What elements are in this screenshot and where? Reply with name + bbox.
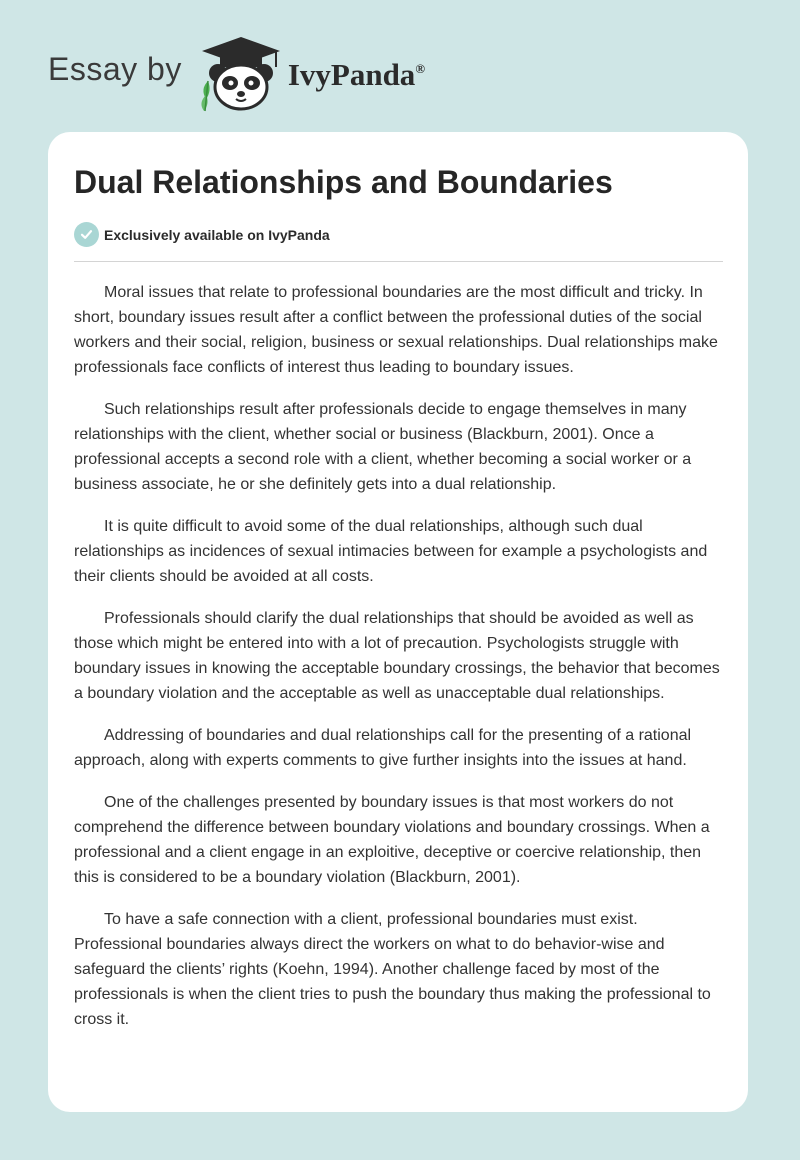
page-title: Dual Relationships and Boundaries bbox=[74, 164, 613, 200]
paragraph: Moral issues that relate to professional boundaries are the most difficult and tricky. In short, boundary issues result after a conflict between the professional duties of the social workers and their social, religion, business or sexual relationships. Dual relationships make professionals face conflicts of interest thus leading to boundary issues. bbox=[74, 284, 718, 376]
brand-name-text: IvyPanda bbox=[287, 57, 416, 92]
paragraph: Addressing of boundaries and dual relationships call for the presenting of a rational approach, along with experts comments to give further insights into the issues at hand. bbox=[74, 727, 692, 769]
registered-mark: ® bbox=[415, 61, 426, 76]
divider bbox=[74, 261, 723, 262]
badge-label: Exclusively available on IvyPanda bbox=[104, 226, 330, 243]
exclusive-badge bbox=[74, 222, 330, 247]
check-icon bbox=[74, 222, 99, 247]
essay-card bbox=[48, 132, 748, 1112]
paragraph: Such relationships result after professionals decide to engage themselves in many relationships with the client, whether social or business (Blackburn, 2001). Once a professional accepts a second role with a client, whether becoming a social worker or a business associate, he or she definitely gets into a dual relationship. bbox=[74, 401, 692, 493]
paragraph: One of the challenges presented by boundary issues is that most workers do not comprehend the difference between boundary violations and boundary crossings. When a professional and a client engage in an exploitive, deceptive or coercive relationship, then this is considered to be a boundary violation (Blackburn, 2001). bbox=[74, 794, 710, 886]
paragraph: Professionals should clarify the dual relationships that should be avoided as well as those which might be entered into with a lot of precaution. Psychologists struggle with boundary issues in knowing the acceptable boundary crossings, the behavior that becomes a boundary violation and the acceptable as well as unacceptable dual relationships. bbox=[74, 610, 720, 702]
essay-body bbox=[74, 280, 726, 1049]
panda-logo-icon[interactable] bbox=[196, 33, 286, 113]
essay-by-label: Essay by bbox=[48, 50, 182, 87]
paragraph: It is quite difficult to avoid some of the dual relationships, although such dual relationships as incidences of sexual intimacies between for example a psychologists and their clients should be avoided at all costs. bbox=[74, 518, 708, 585]
site-header bbox=[48, 28, 568, 118]
paragraph: To have a safe connection with a client, professional boundaries must exist. Professional boundaries always direct the workers on what to do behavior-wise and safeguard the clients’ rights (Koehn, 1994). Another challenge faced by most of the professionals is when the client tries to push the boundary thus making the professional to cross it. bbox=[74, 911, 711, 1028]
brand-name[interactable] bbox=[288, 57, 425, 93]
